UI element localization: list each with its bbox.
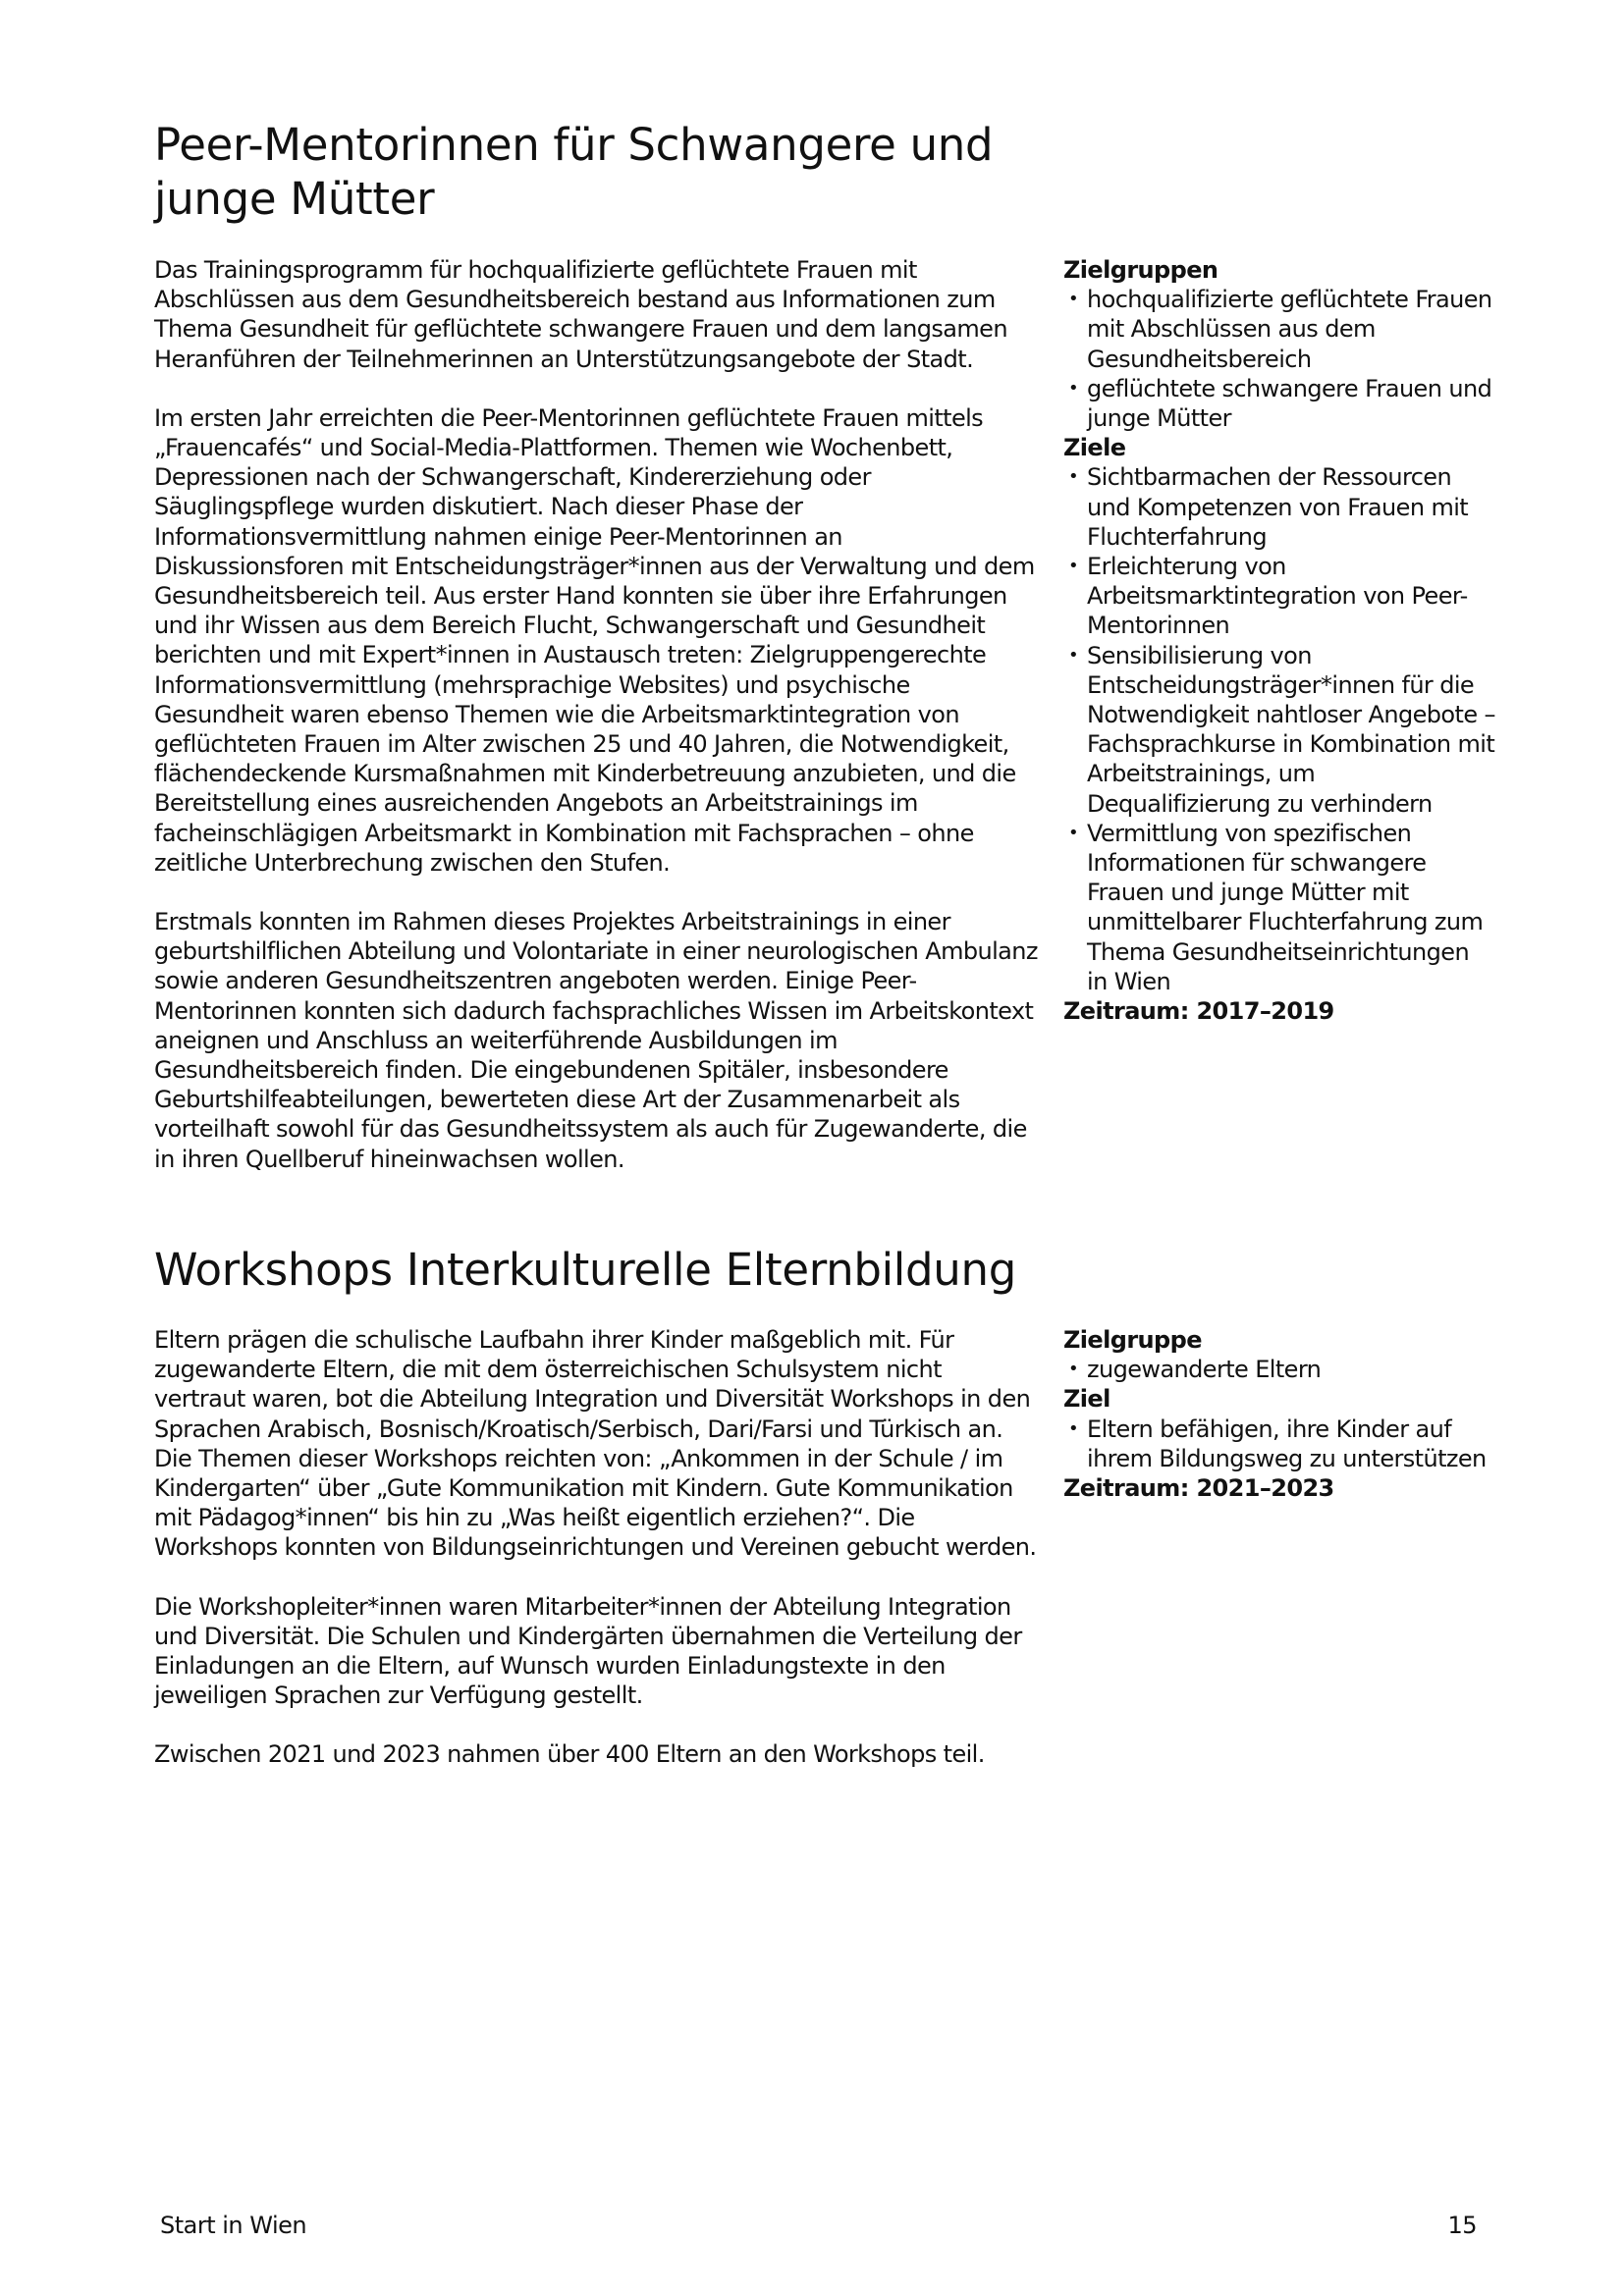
list-item: • hochqualifizierte geflüchtete Frauen mit Abschlüssen aus dem Gesundheitsbereich xyxy=(1063,285,1495,374)
section1-paragraph-3: Erstmals konnten im Rahmen dieses Projektes Arbeitstrainings in einer geburtshilflichen Abteilung und Volontariate in einer neurologischen Ambulanz sowie anderen Gesundheitszentren angeboten werden. Einige Peer-Mentorinnen konnten sich dadurch fachsprachliches Wissen im Arbeitskontext aneignen und Anschluss an weiterführende Ausbildungen im Gesundheitsbereich finden. Die eingebundenen Spitäler, insbesondere Geburtshilfeabteilungen, bewerteten diese Art der Zusammenarbeit als vorteilhaft sowohl für das Gesundheitssystem als auch für Zugewanderte, die in ihren Quellberuf hineinwachsen wollen. xyxy=(154,908,1038,1173)
section1-groups-label: Zielgruppen xyxy=(1063,256,1218,284)
list-item: • zugewanderte Eltern xyxy=(1063,1355,1495,1384)
section2-goal-label: Ziel xyxy=(1063,1385,1110,1414)
footer-publication: Start in Wien xyxy=(160,2212,307,2239)
page-number: 15 xyxy=(1447,2212,1477,2239)
section1-title-line1: Peer-Mentorinnen für Schwangere und xyxy=(154,119,994,171)
section1-groups-list xyxy=(1063,285,1495,433)
section1-period: Zeitraum: 2017–2019 xyxy=(1063,997,1334,1026)
list-item: • geflüchtete schwangere Frauen und junge Mütter xyxy=(1063,374,1495,433)
section2-period: Zeitraum: 2021–2023 xyxy=(1063,1474,1334,1503)
section1-paragraph-2: Im ersten Jahr erreichten die Peer-Mentorinnen geflüchtete Frauen mittels „Frauencafés“ und Social-Media-Plattformen. Themen wie Wochenbett, Depressionen nach der Schwangerschaft, Kindererziehung oder Säuglingspflege wurden diskutiert. Nach dieser Phase der Informationsvermittlung nahmen einige Peer-Mentorinnen an Diskussionsforen mit Entscheidungsträger*innen aus der Verwaltung und dem Gesundheitsbereich teil. Aus erster Hand konnten sie über ihre Erfahrungen und ihr Wissen aus dem Bereich Flucht, Schwangerschaft und Gesundheit berichten und mit Expert*innen in Austausch treten: Zielgruppengerechte Informationsvermittlung (mehrsprachige Websites) und psychische Gesundheit waren ebenso Themen wie die Arbeitsmarktintegration von geflüchteten Frauen im Alter zwischen 25 und 40 Jahren, die Notwendigkeit, flächendeckende Kursmaßnahmen mit Kinderbetreuung anzubieten, und die Bereitstellung eines ausreichenden Angebots an Arbeitstrainings im facheinschlägigen Arbeitsmarkt in Kombination mit Fachsprachen – ohne zeitliche Unterbrechung zwischen den Stufen. xyxy=(154,403,1035,877)
section2-paragraph-1: Eltern prägen die schulische Laufbahn ihrer Kinder maßgeblich mit. Für zugewanderte Eltern, die mit dem österreichischen Schulsystem nicht vertraut waren, bot die Abteilung Integration und Diversität Workshops in den Sprachen Arabisch, Bosnisch/Kroatisch/Serbisch, Dari/Farsi und Türkisch an. Die Themen dieser Workshops reichten von: „Ankommen in der Schule / im Kindergarten“ über „Gute Kommunikation mit Kindern. Gute Kommunikation mit Pädagog*innen“ bis hin zu „Was heißt eigentlich erziehen?“. Die Workshops konnten von Bildungseinrichtungen und Vereinen gebucht werden. xyxy=(154,1326,1037,1562)
section2-sidebar xyxy=(1063,1325,1495,1503)
section2-paragraph-2: Die Workshopleiter*innen waren Mitarbeiter*innen der Abteilung Integration und Diversität. Die Schulen und Kindergärten übernahmen die Verteilung der Einladungen an die Eltern, auf Wunsch wurden Einladungstexte in den jeweiligen Sprachen zur Verfügung gestellt. xyxy=(154,1592,1022,1710)
section2-groups-list xyxy=(1063,1355,1495,1384)
section1-title-line2: junge Mütter xyxy=(154,173,435,225)
list-item: • Erleichterung von Arbeitsmarktintegration von Peer-Mentorinnen xyxy=(1063,552,1495,641)
section2-body xyxy=(154,1325,1038,1799)
list-item: • Vermittlung von spezifischen Informationen für schwangere Frauen und junge Mütter mit unmittelbarer Fluchterfahrung zum Thema Gesundheitseinrichtungen in Wien xyxy=(1063,819,1495,996)
section2-title: Workshops Interkulturelle Elternbildung xyxy=(154,1244,1016,1296)
section1-title xyxy=(154,118,993,226)
section2-group-label: Zielgruppe xyxy=(1063,1326,1202,1354)
section1-goals-list xyxy=(1063,462,1495,996)
section2-paragraph-3: Zwischen 2021 und 2023 nahmen über 400 Eltern an den Workshops teil. xyxy=(154,1740,985,1769)
list-item: • Sichtbarmachen der Ressourcen und Kompetenzen von Frauen mit Fluchterfahrung xyxy=(1063,462,1495,552)
section1-goals-label: Ziele xyxy=(1063,434,1126,462)
section1-sidebar xyxy=(1063,255,1495,1026)
list-item: • Sensibilisierung von Entscheidungsträger*innen für die Notwendigkeit nahtloser Angebote – Fachsprachkurse in Kombination mit Arbeitstrainings, um Dequalifizierung zu verhindern xyxy=(1063,641,1495,819)
section1-paragraph-1: Das Trainingsprogramm für hochqualifizierte geflüchtete Frauen mit Abschlüssen aus dem Gesundheitsbereich bestand aus Informationen zum Thema Gesundheit für geflüchtete schwangere Frauen und dem langsamen Heranführen der Teilnehmerinnen an Unterstützungsangebote der Stadt. xyxy=(154,256,1007,373)
section2-goals-list xyxy=(1063,1415,1495,1473)
section1-body xyxy=(154,255,1038,1203)
list-item: • Eltern befähigen, ihre Kinder auf ihrem Bildungsweg zu unterstützen xyxy=(1063,1415,1495,1473)
